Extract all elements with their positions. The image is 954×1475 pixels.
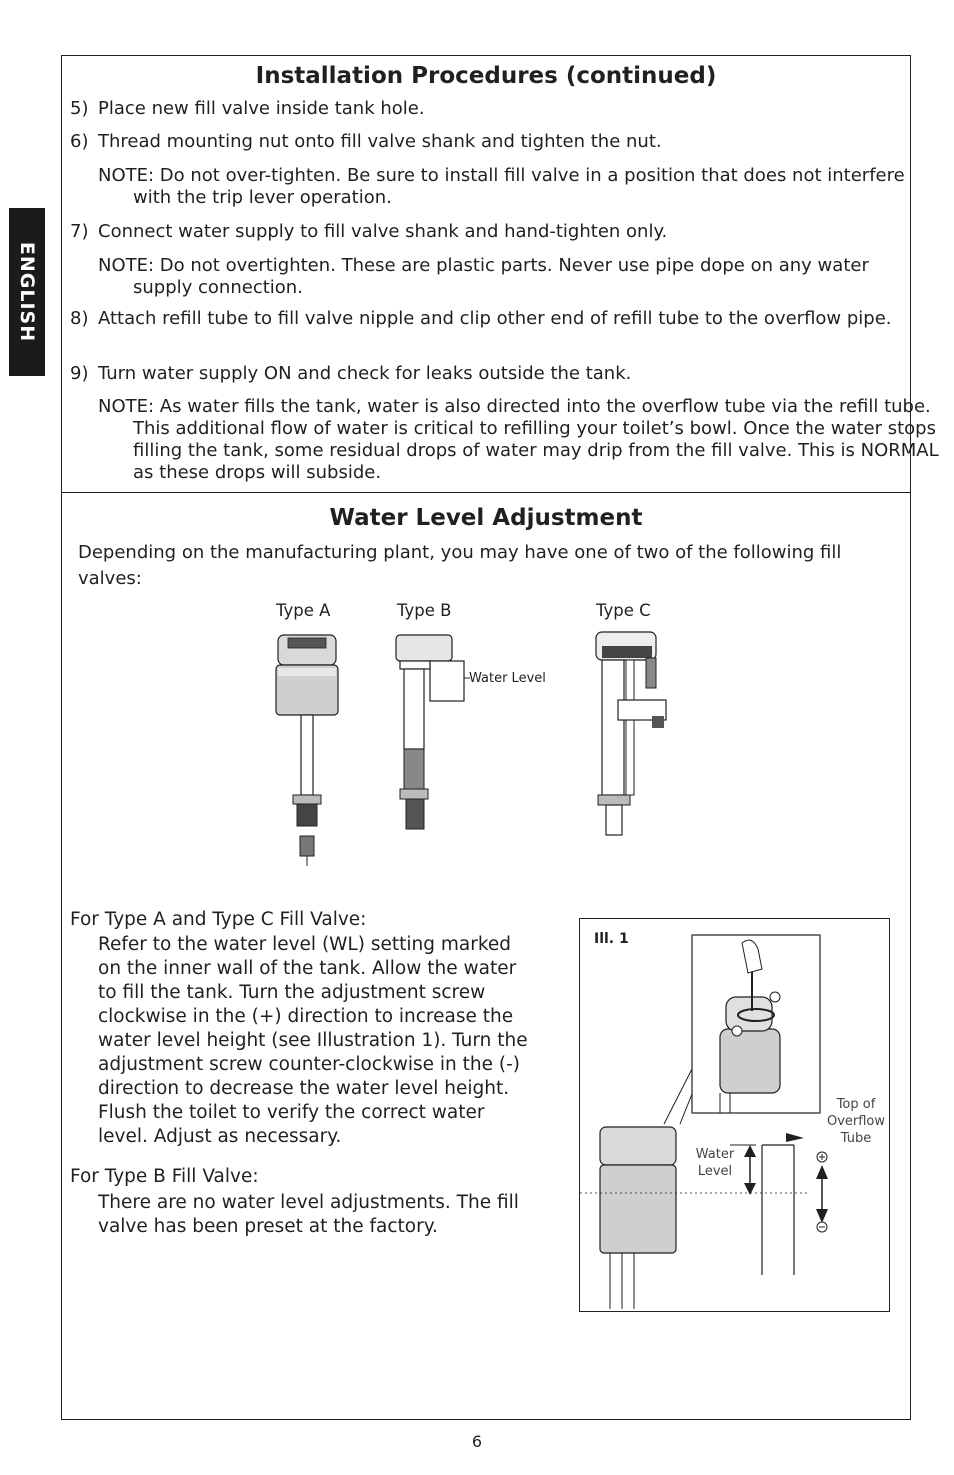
page-number: 6 <box>471 1432 483 1451</box>
type-b-heading: For Type B Fill Valve: <box>70 1166 259 1187</box>
step-text: Place new fill valve inside tank hole. <box>98 98 425 119</box>
step-number: 6) <box>70 131 89 152</box>
step-text: Thread mounting nut onto fill valve shank and tighten the nut. <box>98 131 662 152</box>
type-ac-instructions: Refer to the water level (WL) setting marked on the inner wall of the tank. Allow the water to fill the tank. Turn the adjustment screw clockwise in the (+) direction to increase the water level height (see Illustration 1). Turn the adjustment screw counter-clockwise in the (-) direction to decrease the water level height. Flush the toilet to verify the correct water level. Adjust as necessary. <box>98 934 528 1147</box>
section-title-installation: Installation Procedures (continued) <box>255 63 717 89</box>
type-c-valve-image <box>590 630 680 845</box>
ill-overflow-label <box>822 1096 890 1147</box>
step-number: 8) <box>70 308 89 329</box>
step-5 <box>70 98 900 120</box>
section-title-water-level: Water Level Adjustment <box>329 505 643 531</box>
type-c-label: Type C <box>596 601 651 620</box>
note-over-tighten: NOTE: Do not over-tighten. Be sure to install fill valve in a position that does not interfere with the trip lever operation. <box>98 165 905 208</box>
type-b-label: Type B <box>397 601 452 620</box>
ill-overflow-line-2: Overflow <box>826 1114 886 1129</box>
ill-water-level-label <box>688 1146 742 1180</box>
ill-water-level-line-2: Level <box>697 1164 733 1179</box>
step-text: Turn water supply ON and check for leaks outside the tank. <box>98 363 632 384</box>
type-ac-heading: For Type A and Type C Fill Valve: <box>70 909 367 930</box>
step-7 <box>70 221 900 243</box>
step-text: Attach refill tube to fill valve nipple and clip other end of refill tube to the overflow pipe. <box>98 308 892 329</box>
note-refill: NOTE: As water fills the tank, water is also directed into the overflow tube via the refill tube. This additional flow of water is critical to refilling your toilet’s bowl. Once the water stops filling the tank, some residual drops of water may drip from the fill valve. This is NORMAL as these drops will subside. <box>98 396 939 483</box>
intro-text: Depending on the manufacturing plant, you may have one of two of the following fill valves: <box>78 542 842 589</box>
step-9 <box>70 363 900 385</box>
step-6 <box>70 131 900 153</box>
type-b-valve-image <box>390 630 470 840</box>
type-b-instructions: There are no water level adjustments. The fill valve has been preset at the factory. <box>98 1192 519 1237</box>
ill-overflow-line-3: Tube <box>840 1131 872 1146</box>
ill-water-level-line-1: Water <box>695 1147 735 1162</box>
type-a-label: Type A <box>276 601 331 620</box>
step-8 <box>70 308 900 330</box>
illustration-1-label: Ill. 1 <box>594 931 629 947</box>
section-divider <box>61 492 911 493</box>
note-pipe-dope: NOTE: Do not overtighten. These are plastic parts. Never use pipe dope on any water supply connection. <box>98 255 869 298</box>
language-tab <box>9 208 45 376</box>
step-number: 9) <box>70 363 89 384</box>
step-number: 7) <box>70 221 89 242</box>
ill-overflow-line-1: Top of <box>836 1097 876 1112</box>
type-a-valve-image <box>270 630 350 870</box>
step-text: Connect water supply to fill valve shank and hand-tighten only. <box>98 221 668 242</box>
step-number: 5) <box>70 98 89 119</box>
language-tab-label: ENGLISH <box>16 241 38 343</box>
water-level-label: Water Level <box>469 671 546 686</box>
